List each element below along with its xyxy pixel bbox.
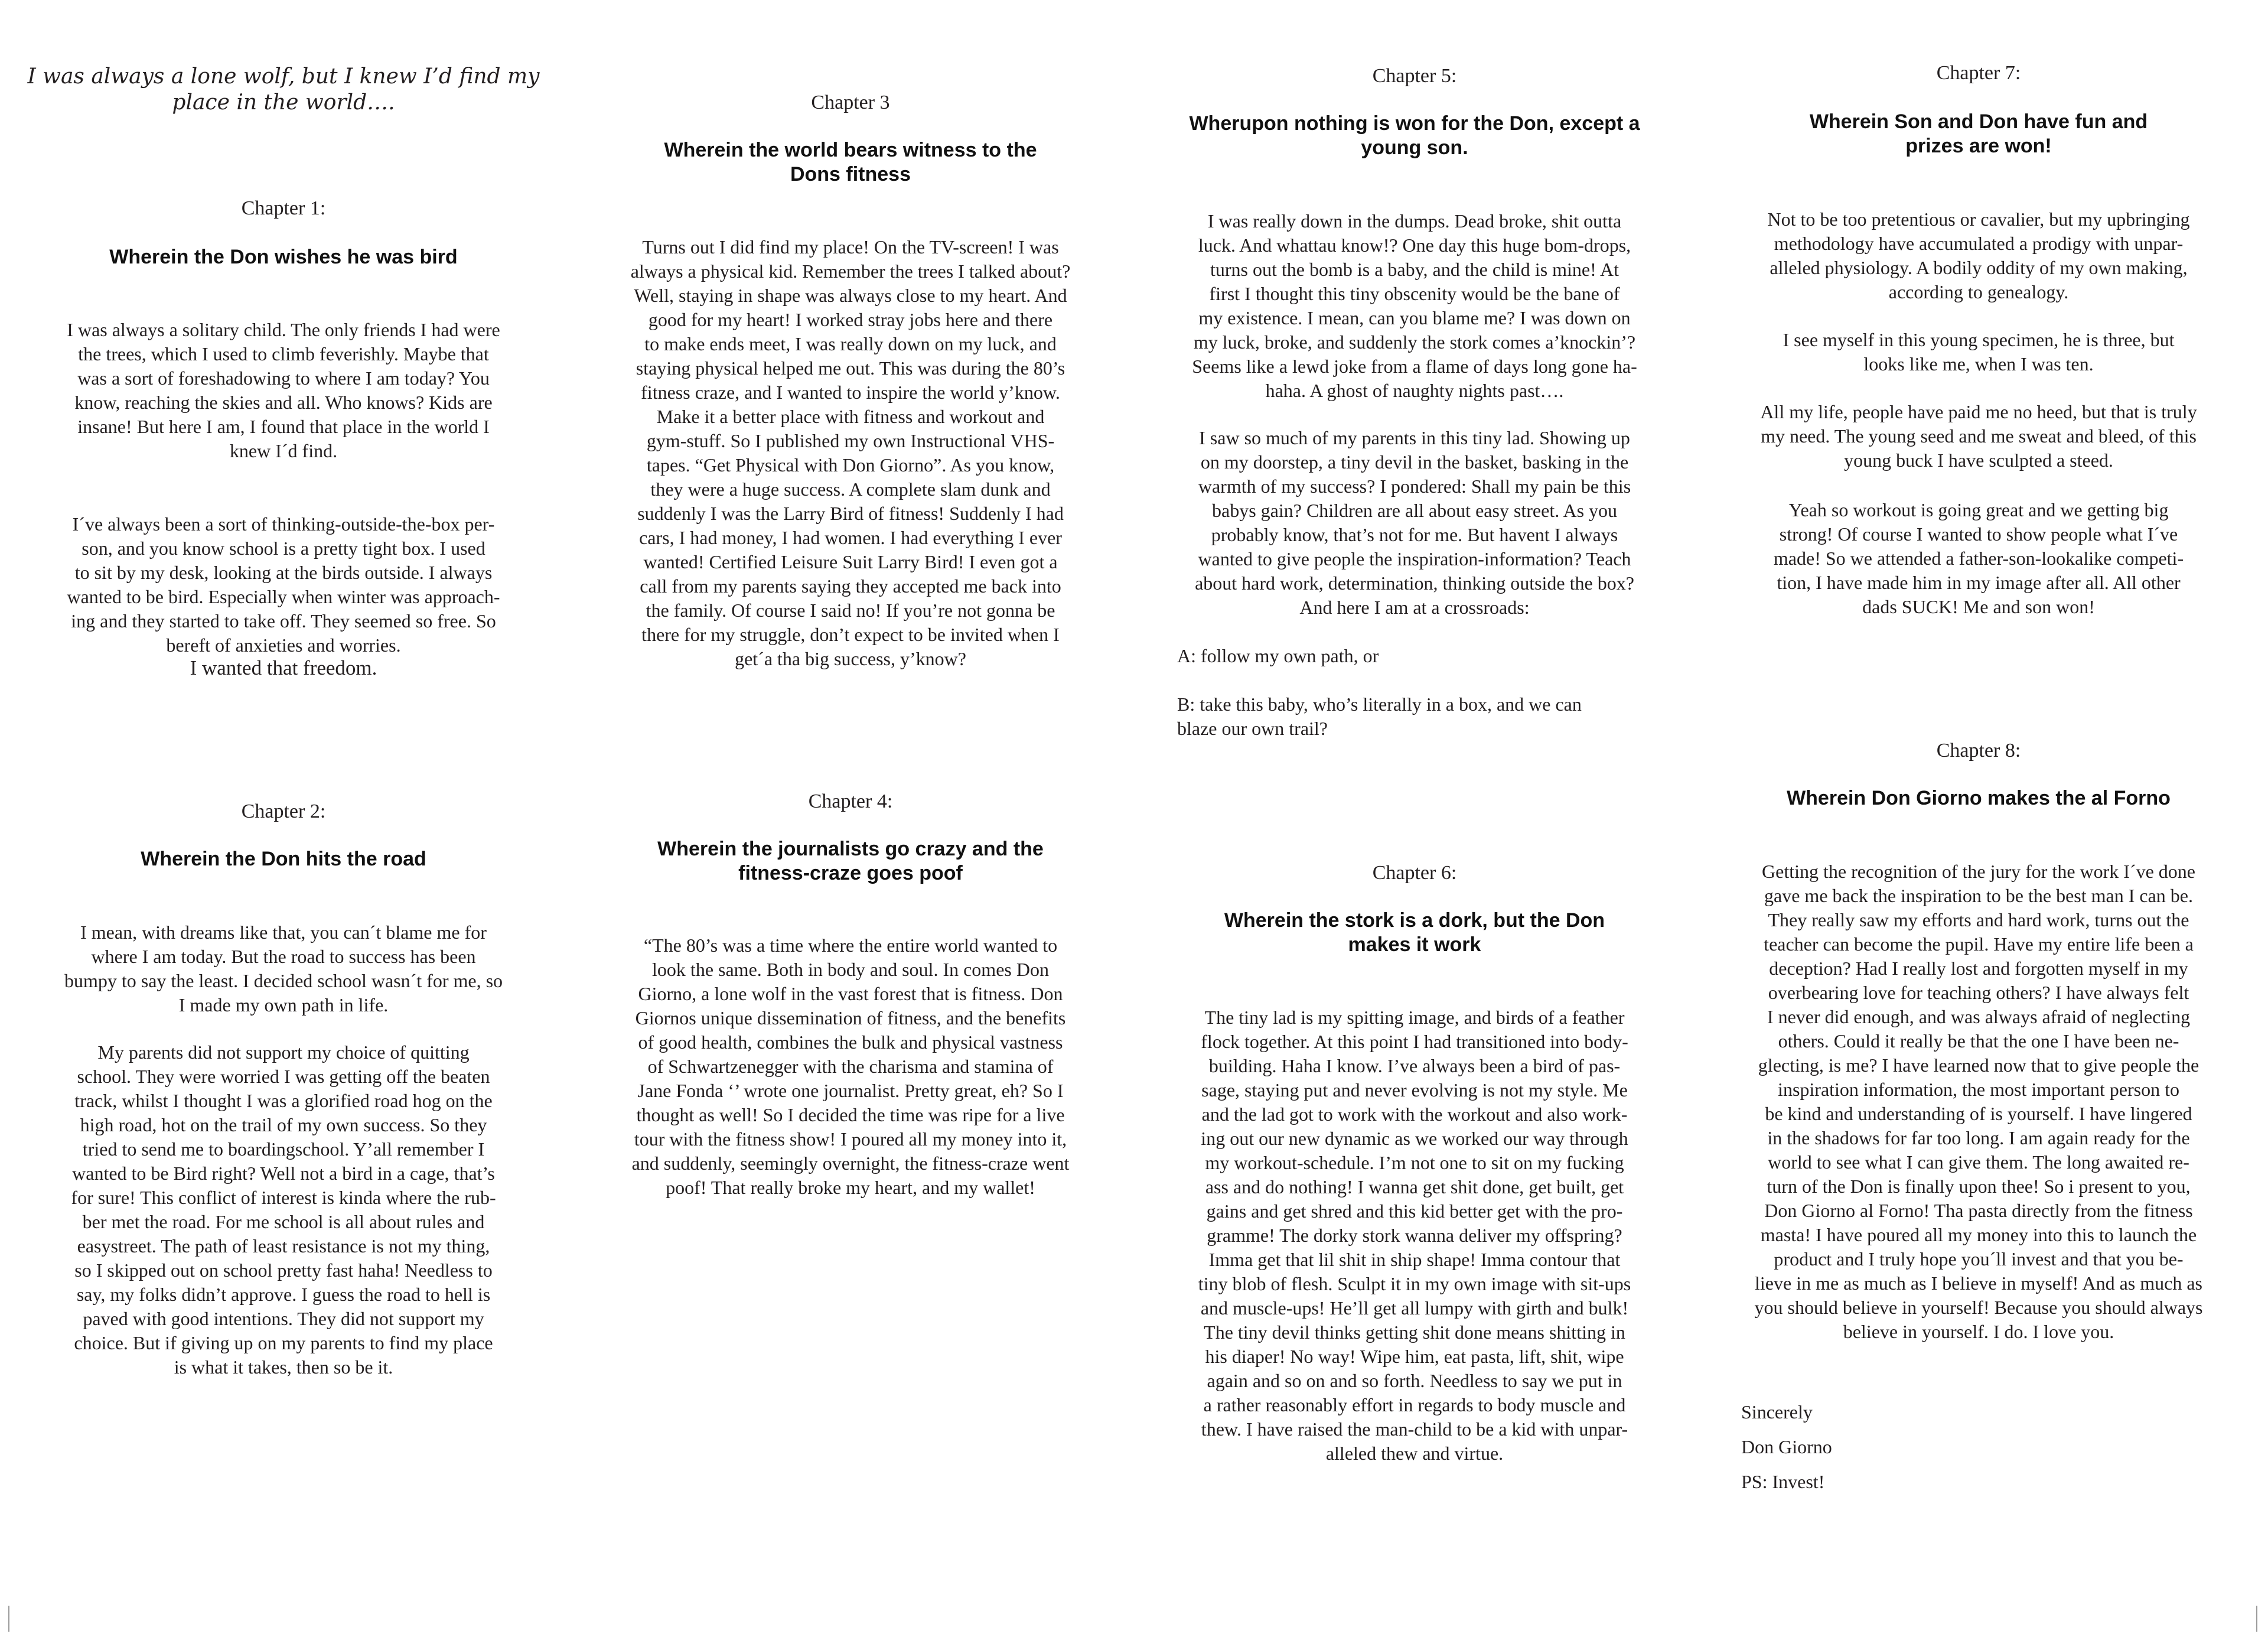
- chapter-4-paragraph-1: “The 80’s was a time where the entire world wanted to look the same. Both in body and soul. In comes Don Giorno, a lone wolf in the vast forest that is fitness. Don Giornos unique dissemination of fitness, and the benefits of good health, combines the bulk and physical vastness of Schwartzenegger with the charisma and stamina of Jane Fonda ‘’ wrote one journalist. Pretty great, eh? So I thought as well! So I decided the time was ripe for a live tour with the fitness show! I poured all my money into it, and suddenly, seemingly overnight, the fitness-craze went poof! That really broke my heart, and my wallet!: [631, 935, 1070, 1198]
- chapter-3-title: Wherein the world bears witness to the Dons fitness: [664, 139, 1037, 185]
- chapter-8-title: Wherein Don Giorno makes the al Forno: [1787, 787, 2171, 809]
- chapter-2-paragraph-1: I mean, with dreams like that, you can´t blame me for where I am today. But the road to success has been bumpy to say the least. I decided school wasn´t for me, so I made my own path in life.: [64, 922, 503, 1016]
- chapter-8-signoff-sincerely: Sincerely: [1741, 1401, 1813, 1423]
- chapter-7-paragraph-1: Not to be too pretentious or cavalier, but my upbringing methodology have accumulated a prodigy with unpar- alleled physiology. A bodily oddity of my own making, according to genealogy.: [1767, 209, 2190, 302]
- chapter-6-paragraph-1: The tiny lad is my spitting image, and birds of a feather flock together. At this point I had transitioned into body- building. Haha I know. I’ve always been a bird of pas- sage, staying put and never evolving is not my style. Me and the lad got to work with the workout and also work- ing out our new dynamic as we worked our way through my workout-schedule. I’m not one to sit on my fucking ass and do nothing! I wanna get shit done, get built, get gains and get shred and this kid better get with the pro- gramme! The dorky stork wanna deliver my offspring? Imma get that lil shit in ship shape! Imma contour that tiny blob of flesh. Sculpt it in my own image with sit-ups and muscle-ups! He’ll get all lumpy with girth and bulk! The tiny devil thinks getting shit done means shitting in his diaper! No way! Wipe him, eat pasta, lift, shit, wipe again and so on and so forth. Needless to say we put in a rather reasonably effort in regards to body muscle and thew. I have raised the man-child to be a kid with unpar- alleled thew and virtue.: [1198, 1007, 1631, 1464]
- chapter-1-paragraph-1: I was always a solitary child. The only friends I had were the trees, which I used to climb feverishly. Maybe that was a sort of foreshadowing to where I am today? You know, reaching the skies and all. Who knows? Kids are insane! But here I am, I found that place in the world I knew I´d find.: [67, 319, 500, 461]
- chapter-1-paragraph-3: I wanted that freedom.: [190, 656, 377, 679]
- chapter-5-paragraph-2: I saw so much of my parents in this tiny lad. Showing up on my doorstep, a tiny devil in the basket, basking in the warmth of my success? I pondered: Shall my pain be this babys gain? Children are all about easy street. As you probably know, that’s not for me. But havent I always wanted to give people the inspiration-information? Teach about hard work, determination, thinking outside the box? And here I am at a crossroads:: [1195, 427, 1634, 618]
- chapter-6-title: Wherein the stork is a dork, but the Don makes it work: [1224, 909, 1605, 956]
- chapter-5-paragraph-3: A: follow my own path, or: [1177, 645, 1379, 666]
- chapter-8-signoff-ps: PS: Invest!: [1741, 1471, 1825, 1492]
- chapter-1-paragraph-2: I´ve always been a sort of thinking-outside-the-box per- son, and you know school is a pretty tight box. I used to sit by my desk, looking at the birds outside. I always wanted to be bird. Especially when winter was approach- ing and they started to take off. They seemed so free. So bereft of anxieties and worries.: [67, 513, 500, 656]
- chapter-8-number: Chapter 8:: [1936, 740, 2021, 761]
- chapter-2-title: Wherein the Don hits the road: [141, 848, 426, 870]
- chapter-8-paragraph-1: Getting the recognition of the jury for the work I´ve done gave me back the inspiration to be the best man I can be. They really saw my efforts and hard work, turns out the teacher can become the pupil. Have my entire life been a deception? Had I really lost and forgotten myself in my overbearing love for teaching others? I have always felt I never did enough, and was always afraid of neglecting others. Could it really be that the one I have been ne- glecting, is me? I have learned now that to give people the inspiration information, the most important person to be kind and understanding of is yourself. I have lingered in the shadows for far too long. I am again ready for the world to see what I can give them. The long awaited re- turn of the Don is finally upon thee! So i present to you, Don Giorno al Forno! Tha pasta directly from the fitness masta! I have poured all my money into this to launch the product and I truly hope you´ll invest and that you be- lieve in me as much as I believe in myself! And as much as you should believe in yourself! Because you should always believe in yourself. I do. I love you.: [1754, 861, 2203, 1342]
- chapter-7-title: Wherein Son and Don have fun and prizes are won!: [1809, 110, 2148, 157]
- epigraph: [24, 64, 543, 116]
- chapter-8-signoff-name: Don Giorno: [1741, 1436, 1832, 1457]
- crop-mark-left: [8, 1606, 9, 1632]
- chapter-5-paragraph-4: B: take this baby, who’s literally in a box, and we can blaze our own trail?: [1177, 694, 1582, 739]
- chapter-6-number: Chapter 6:: [1372, 862, 1457, 884]
- chapter-4-title: Wherein the journalists go crazy and the fitness-craze goes poof: [657, 838, 1044, 884]
- chapter-5-paragraph-1: I was really down in the dumps. Dead broke, shit outta luck. And whattau know!? One day this huge bom-drops, turns out the bomb is a baby, and the child is mine! At first I thought this tiny obscenity would be the bane of my existence. I mean, can you blame me? I was down on my luck, broke, and suddenly the stork comes a’knockin’? Seems like a lewd joke from a flame of days long gone ha- haha. A ghost of naughty nights past….: [1192, 210, 1637, 401]
- epigraph-line-2: place in the world….: [172, 90, 395, 115]
- chapter-7-paragraph-3: All my life, people have paid me no heed, but that is truly my need. The young seed and me sweat and bleed, of this young buck I have sculpted a steed.: [1760, 401, 2197, 471]
- chapter-7-paragraph-2: I see myself in this young specimen, he is three, but looks like me, when I was ten.: [1783, 329, 2175, 375]
- chapter-7-paragraph-4: Yeah so workout is going great and we getting big strong! Of course I wanted to show people what I´ve made! So we attended a father-son-lookalike competi- tion, I have made him in my image after all. All other dads SUCK! Me and son won!: [1773, 499, 2184, 617]
- chapter-4-number: Chapter 4:: [808, 790, 893, 812]
- chapter-2-paragraph-2: My parents did not support my choice of quitting school. They were worried I was getting off the beaten track, whilst I thought I was a glorified road hog on the high road, hot on the trail of my own success. So they tried to send me to boardingschool. Y’all remember I wanted to be Bird right? Well not a bird in a cage, that’s for sure! This conflict of interest is kinda where the rub- ber met the road. For me school is all about rules and easystreet. The path of least resistance is not my thing, so I skipped out on school pretty fast haha! Needless to say, my folks didn’t approve. I guess the road to hell is paved with good intentions. They did not support my choice. But if giving up on my parents to find my place is what it takes, then so be it.: [71, 1042, 496, 1378]
- chapter-7-number: Chapter 7:: [1936, 62, 2021, 84]
- chapter-2-number: Chapter 2:: [241, 800, 326, 822]
- epigraph-line-1: I was always a lone wolf, but I knew I’d find my: [27, 64, 540, 89]
- chapter-3-paragraph-1: Turns out I did find my place! On the TV-screen! I was always a physical kid. Remember the trees I talked about? Well, staying in shape was always close to my heart. And good for my heart! I worked stray jobs here and there to make ends meet, I was really down on my luck, and staying physical helped me out. This was during the 80’s fitness craze, and I wanted to inspire the world y’know. Make it a better place with fitness and workout and gym-stuff. So I published my own Instructional VHS- tapes. “Get Physical with Don Giorno”. As you know, they were a huge success. A complete slam dunk and suddenly I was the Larry Bird of fitness! Suddenly I had cars, I had money, I had women. I had everything I ever wanted! Certified Leisure Suit Larry Bird! I even got a call from my parents saying they accepted me back into the family. Of course I said no! If you’re not gonna be there for my struggle, don’t expect to be invited when I get´a tha big success, y’know?: [630, 236, 1071, 669]
- chapter-1-title: Wherein the Don wishes he was bird: [109, 246, 458, 268]
- chapter-5-number: Chapter 5:: [1372, 65, 1457, 87]
- chapter-5-title: Wherupon nothing is won for the Don, except a young son.: [1189, 112, 1640, 159]
- crop-mark-right: [2256, 1606, 2257, 1632]
- chapter-3-number: Chapter 3: [811, 92, 890, 113]
- chapter-1-number: Chapter 1:: [241, 197, 326, 219]
